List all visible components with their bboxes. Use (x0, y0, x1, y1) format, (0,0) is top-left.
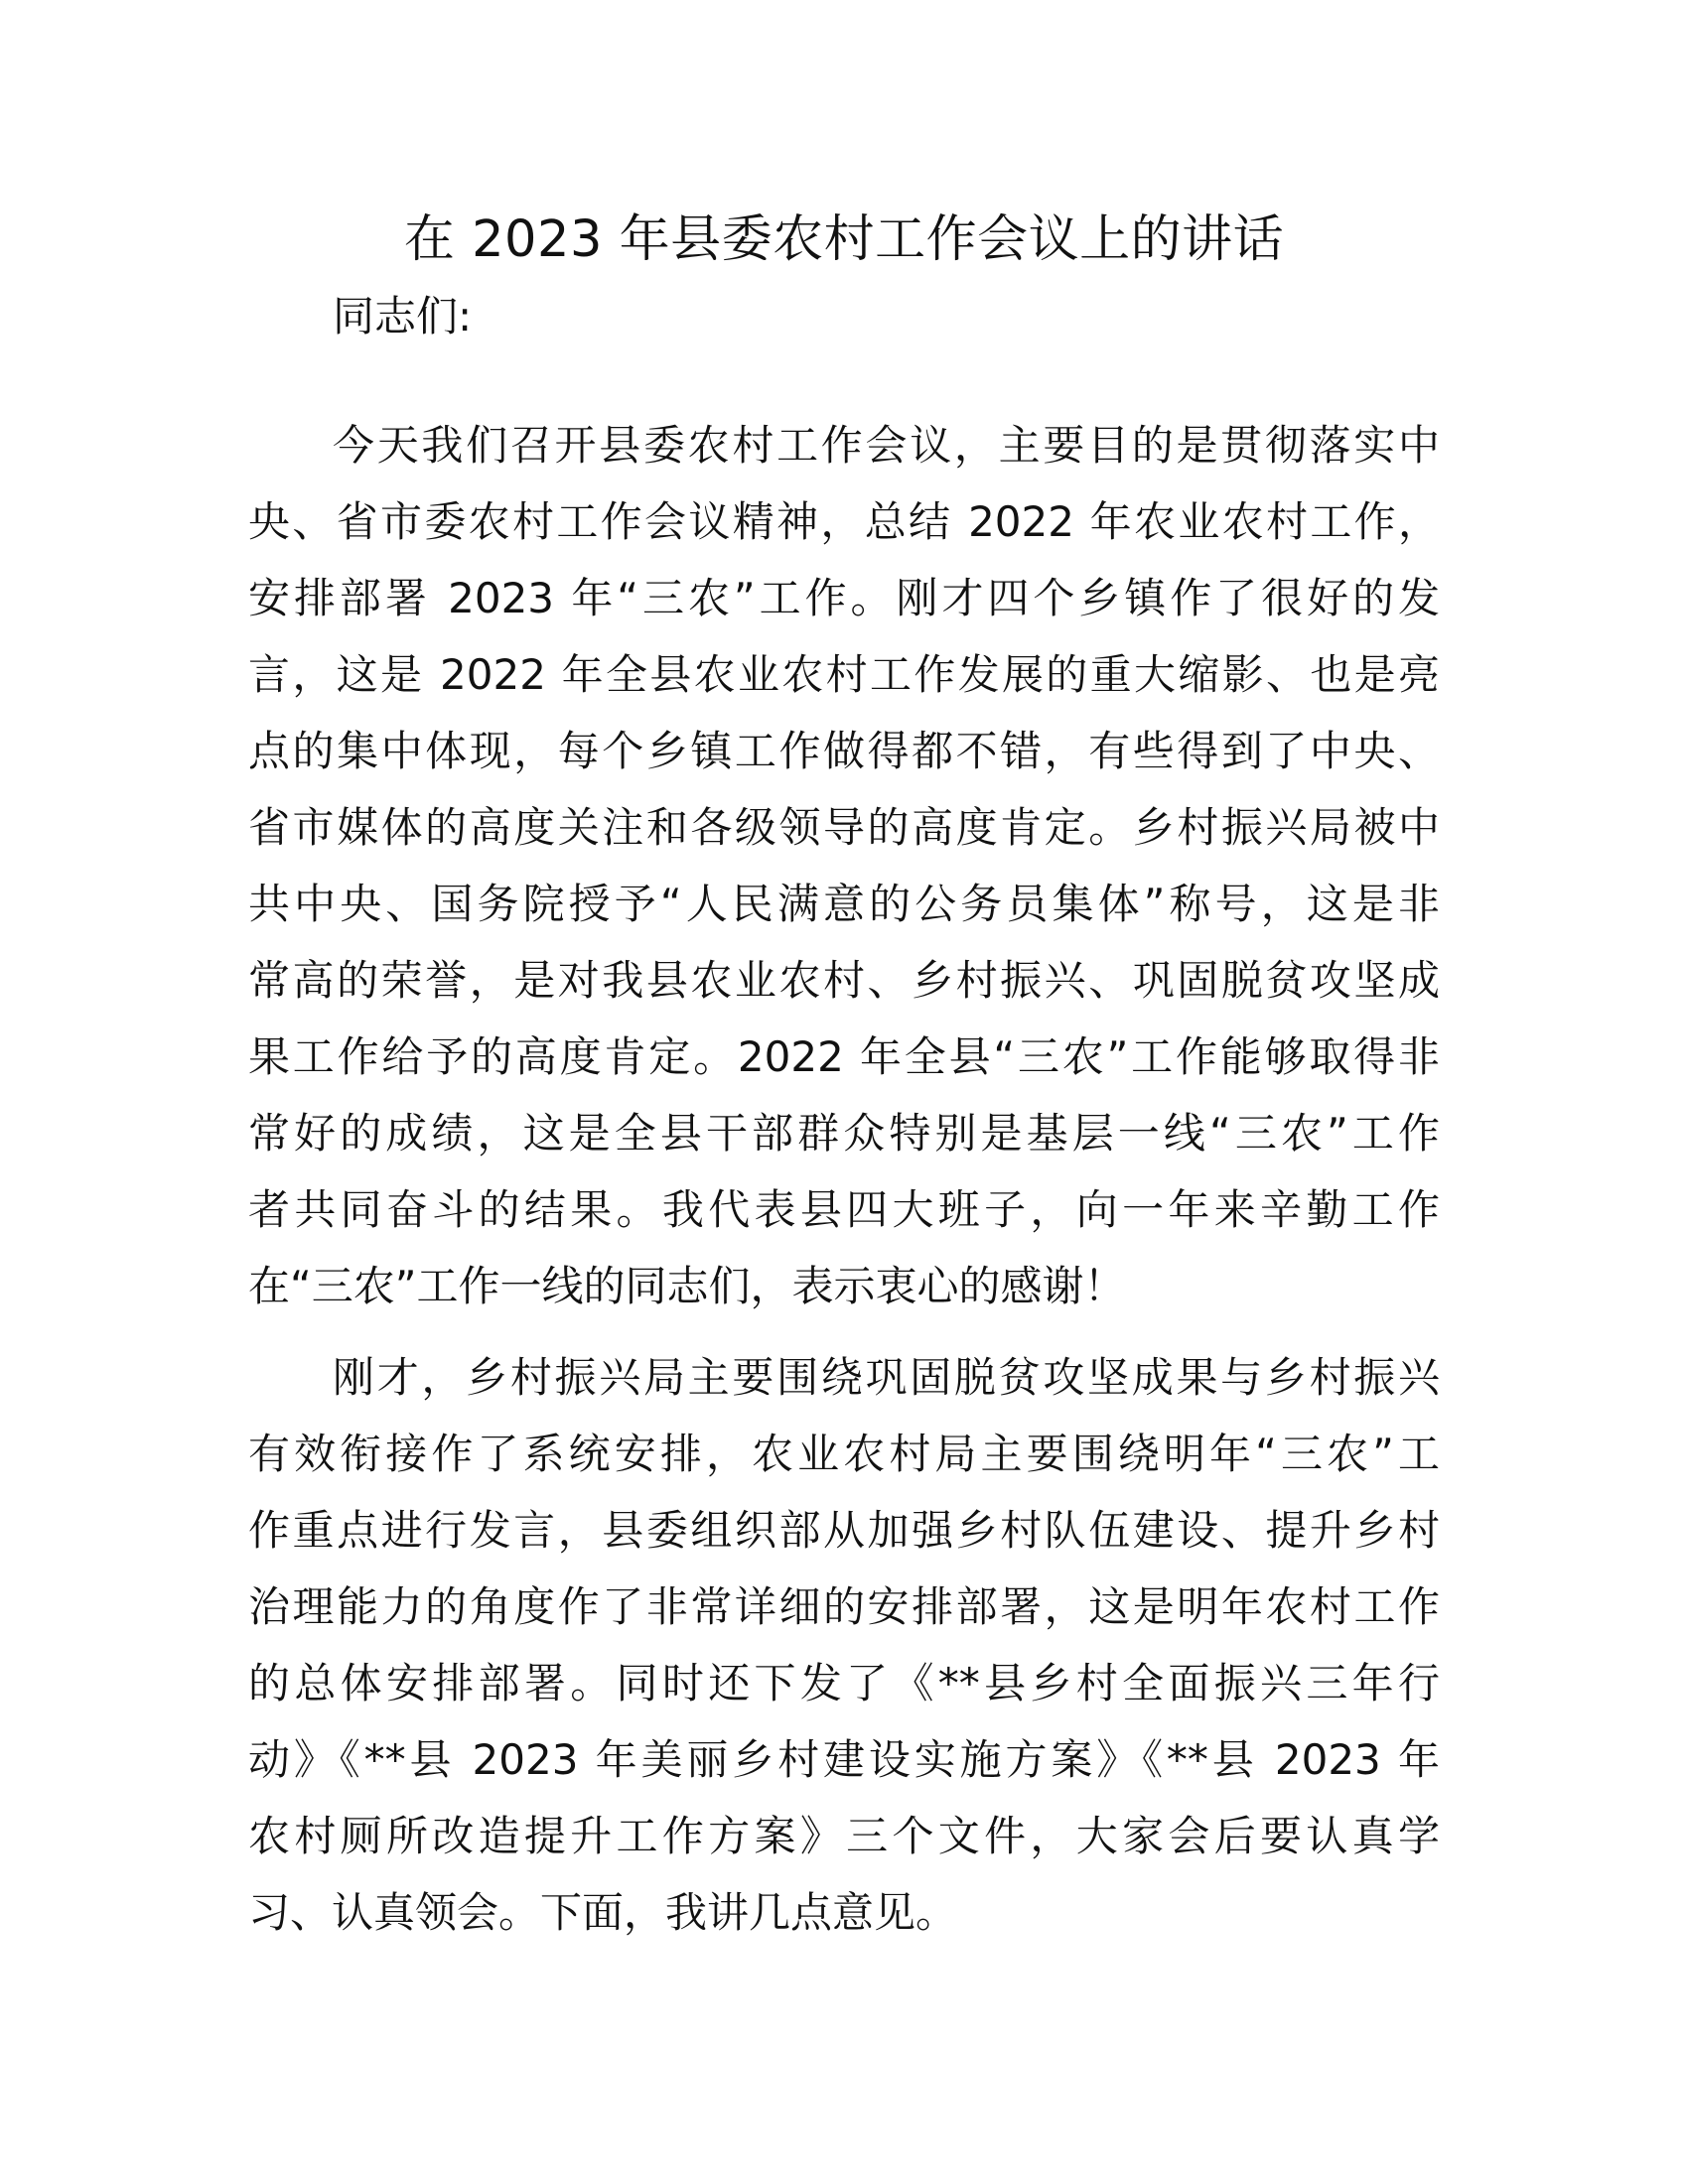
paragraph-1-line: 今天我们召开县委农村工作会议，主要目的是贯彻落实中 (333, 421, 1440, 470)
paragraph-1-line: 果工作给予的高度肯定。2022 年全县“三农”工作能够取得非 (248, 1032, 1440, 1081)
paragraph-2-line: 刚才，乡村振兴局主要围绕巩固脱贫攻坚成果与乡村振兴 (333, 1353, 1440, 1402)
paragraph-2-line: 的总体安排部署。同时还下发了《**县乡村全面振兴三年行 (248, 1659, 1440, 1707)
paragraph-2-line: 治理能力的角度作了非常详细的安排部署，这是明年农村工作 (248, 1582, 1440, 1631)
paragraph-2-line: 作重点进行发言，县委组织部从加强乡村队伍建设、提升乡村 (248, 1506, 1440, 1555)
paragraph-1-line: 者共同奋斗的结果。我代表县四大班子，向一年来辛勤工作 (248, 1185, 1440, 1234)
paragraph-1-line: 央、省市委农村工作会议精神，总结 2022 年农业农村工作， (248, 497, 1440, 546)
paragraph-1-line: 在“三农”工作一线的同志们，表示衷心的感谢！ (248, 1262, 1126, 1310)
paragraph-1-line: 常好的成绩，这是全县干部群众特别是基层一线“三农”工作 (248, 1109, 1440, 1158)
salutation: 同志们: (333, 292, 473, 341)
paragraph-1-line: 常高的荣誉，是对我县农业农村、乡村振兴、巩固脱贫攻坚成 (248, 956, 1440, 1005)
paragraph-1-line: 省市媒体的高度关注和各级领导的高度肯定。乡村振兴局被中 (248, 803, 1440, 852)
paragraph-1-line: 共中央、国务院授予“人民满意的公务员集体”称号，这是非 (248, 880, 1440, 928)
paragraph-2-line: 有效衔接作了系统安排，农业农村局主要围绕明年“三农”工 (248, 1430, 1440, 1478)
paragraph-2-line: 习、认真领会。下面，我讲几点意见。 (248, 1888, 958, 1937)
paragraph-2-line: 动》《**县 2023 年美丽乡村建设实施方案》《**县 2023 年 (248, 1735, 1440, 1784)
document-title: 在 2023 年县委农村工作会议上的讲话 (403, 210, 1285, 269)
paragraph-1-line: 言，这是 2022 年全县农业农村工作发展的重大缩影、也是亮 (248, 650, 1440, 699)
paragraph-1-line: 点的集中体现，每个乡镇工作做得都不错，有些得到了中央、 (248, 727, 1440, 775)
paragraph-1-line: 安排部署 2023 年“三农”工作。刚才四个乡镇作了很好的发 (248, 574, 1440, 622)
paragraph-2-line: 农村厕所改造提升工作方案》三个文件，大家会后要认真学 (248, 1812, 1440, 1860)
